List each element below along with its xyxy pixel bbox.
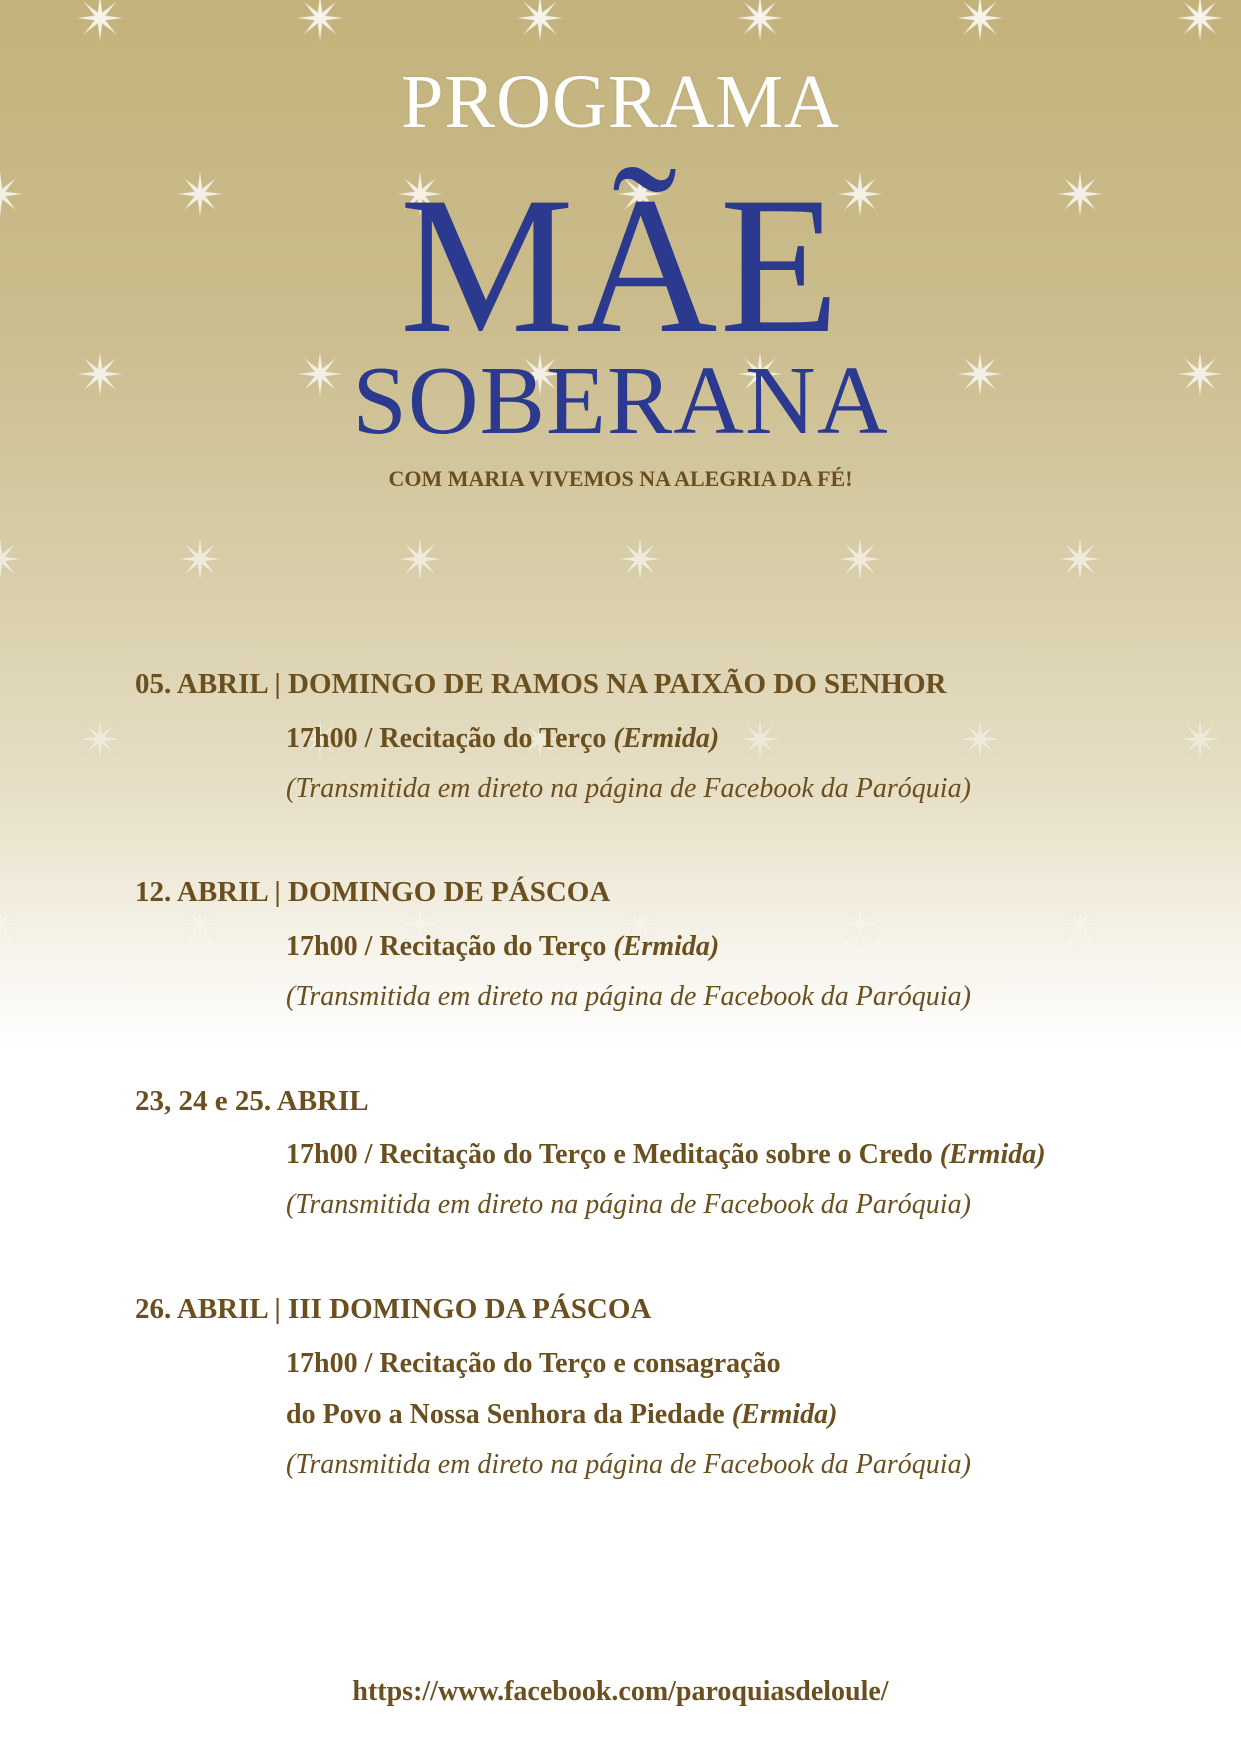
entry-1-place: (Ermida) bbox=[613, 723, 720, 754]
title-soberana: SOBERANA bbox=[352, 347, 889, 455]
title-mae: MÃE bbox=[399, 157, 842, 374]
star-icon bbox=[76, 0, 124, 42]
star-icon bbox=[1176, 715, 1224, 763]
entry-2-place: (Ermida) bbox=[613, 931, 720, 962]
star-icon bbox=[1056, 535, 1104, 583]
star-icon bbox=[76, 715, 124, 763]
star-icon bbox=[1056, 900, 1104, 948]
title-programa: PROGRAMA bbox=[401, 60, 840, 144]
star-icon bbox=[0, 900, 24, 948]
entry-3-place: (Ermida) bbox=[939, 1139, 1046, 1170]
star-icon bbox=[296, 0, 344, 42]
entry-1-note: (Transmitida em direto na página de Facebook da Paróquia) bbox=[286, 773, 971, 804]
star-icon bbox=[836, 900, 884, 948]
entry-3-activity bbox=[286, 1141, 1046, 1169]
tagline: COM MARIA VIVEMOS NA ALEGRIA DA FÉ! bbox=[388, 466, 853, 491]
entry-1-activity bbox=[286, 725, 719, 753]
facebook-url: https://www.facebook.com/paroquiasdeloule/ bbox=[352, 1676, 889, 1707]
entry-1-date: 05. ABRIL | DOMINGO DE RAMOS NA PAIXÃO DO SENHOR bbox=[135, 668, 947, 700]
star-icon bbox=[836, 535, 884, 583]
entry-3-activity-text: 17h00 / Recitação do Terço e Meditação sobre o Credo bbox=[286, 1139, 933, 1170]
entry-4-activity-cont bbox=[286, 1401, 838, 1429]
entry-3-note: (Transmitida em direto na página de Facebook da Paróquia) bbox=[286, 1189, 971, 1220]
entry-4-place: (Ermida) bbox=[731, 1399, 838, 1430]
star-icon bbox=[736, 0, 784, 42]
entry-2-date: 12. ABRIL | DOMINGO DE PÁSCOA bbox=[135, 876, 611, 908]
entry-2-note: (Transmitida em direto na página de Facebook da Paróquia) bbox=[286, 981, 971, 1012]
star-icon bbox=[956, 715, 1004, 763]
entry-4-date: 26. ABRIL | III DOMINGO DA PÁSCOA bbox=[135, 1293, 652, 1325]
entry-2-activity bbox=[286, 933, 719, 961]
entry-3-date: 23, 24 e 25. ABRIL bbox=[135, 1085, 369, 1117]
star-icon bbox=[956, 0, 1004, 42]
star-icon bbox=[0, 535, 24, 583]
entry-4-activity-cont-text: do Povo a Nossa Senhora da Piedade bbox=[286, 1399, 725, 1430]
star-icon bbox=[176, 535, 224, 583]
entry-1-activity-text: 17h00 / Recitação do Terço bbox=[286, 723, 607, 754]
star-icon bbox=[516, 0, 564, 42]
entry-2-activity-text: 17h00 / Recitação do Terço bbox=[286, 931, 607, 962]
star-icon bbox=[396, 535, 444, 583]
star-icon bbox=[736, 715, 784, 763]
entry-4-note: (Transmitida em direto na página de Facebook da Paróquia) bbox=[286, 1449, 971, 1480]
star-icon bbox=[1176, 0, 1224, 42]
entry-4-activity: 17h00 / Recitação do Terço e consagração bbox=[286, 1348, 781, 1379]
star-icon bbox=[616, 535, 664, 583]
